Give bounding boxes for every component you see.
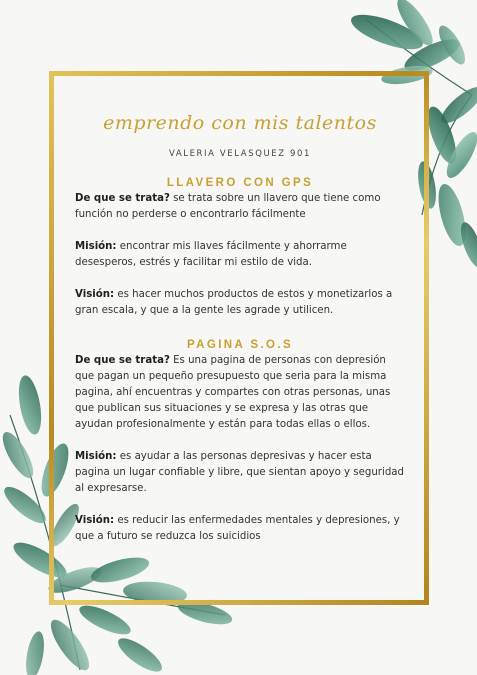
text-que-es: Es una pagina de personas con depresión que pagan un pequeño presupuesto que seria para la misma pagina, ahí encuentras y compartes con otras personas, unas que publican sus situaciones y se expresa y las otras que ayudan profesionalmente y están para todas ellas o ellos.: [75, 355, 391, 430]
paragraph-sos-vision: [75, 513, 405, 545]
paragraph-sos-que-es: [75, 353, 405, 433]
label-mision: Misión:: [75, 451, 117, 462]
paragraph-llavero-mision: [75, 239, 405, 271]
label-mision: Misión:: [75, 241, 117, 252]
label-que-es: De que se trata?: [75, 193, 170, 204]
section-title-pagina-sos: PAGINA S.O.S: [186, 339, 294, 351]
main-content: [75, 112, 405, 545]
text-vision: es hacer muchos productos de estos y monetizarlos a gran escala, y que a la gente les agrade y utilicen.: [75, 289, 393, 316]
text-mision: es ayudar a las personas depresivas y hacer esta pagina un lugar confiable y libre, que sientan apoyo y seguridad al expresarse.: [75, 451, 405, 494]
label-vision: Visión:: [75, 289, 115, 300]
text-que-es: se trata sobre un llavero que tiene como función no perderse o encontrarlo fácilmente: [75, 193, 381, 220]
paragraph-llavero-vision: [75, 287, 405, 319]
label-vision: Visión:: [75, 515, 115, 526]
text-vision: es reducir las enfermedades mentales y depresiones, y que a futuro se reduzca los suicidios: [75, 515, 400, 542]
paragraph-sos-mision: [75, 449, 405, 497]
label-que-es: De que se trata?: [75, 355, 170, 366]
author-line: VALERIA VELASQUEZ 901: [168, 149, 312, 159]
text-mision: encontrar mis llaves fácilmente y ahorrarme desesperos, estrés y facilitar mi estilo de vida.: [75, 241, 347, 268]
page-title: emprendo con mis talentos: [103, 112, 377, 134]
paragraph-llavero-que-es: [75, 191, 405, 223]
section-title-llavero: LLAVERO CON GPS: [166, 177, 314, 189]
